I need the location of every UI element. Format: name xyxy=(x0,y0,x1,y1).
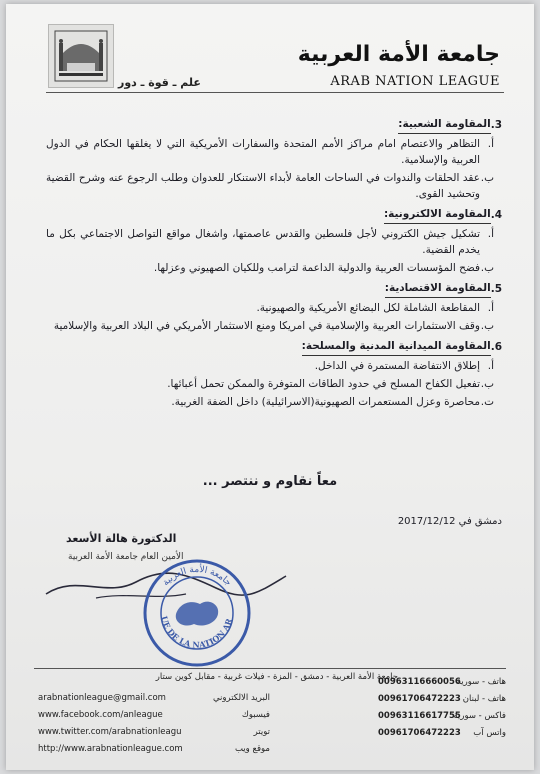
section xyxy=(46,280,502,334)
section-heading: المقاومة الالكترونية: xyxy=(384,206,491,224)
section-title xyxy=(46,206,502,224)
section xyxy=(46,206,502,276)
web-contact-labels xyxy=(204,690,270,758)
item-marker: ب. xyxy=(480,320,494,332)
item-text: إطلاق الانتفاضة المستمرة في الداخل. xyxy=(314,360,480,372)
item-marker: أ. xyxy=(487,228,494,240)
list-item xyxy=(46,136,502,168)
logo-icon xyxy=(49,25,113,87)
email-link[interactable]: arabnationleague@gmail.com xyxy=(38,693,166,703)
phone-number: 00963116660056 xyxy=(378,677,461,687)
facebook-link[interactable]: www.facebook.com/anleague xyxy=(38,710,163,720)
item-marker: ب. xyxy=(480,172,494,184)
section-number: 4. xyxy=(490,209,502,221)
twitter-link[interactable]: www.twitter.com/arabnationleagu xyxy=(38,727,182,737)
section-heading: المقاومة الاقتصادية: xyxy=(385,280,491,298)
phone-labels xyxy=(450,674,506,742)
section xyxy=(46,338,502,410)
item-marker: ب. xyxy=(480,378,494,390)
phone-number: 00963116617755 xyxy=(378,711,461,721)
list-item xyxy=(46,358,502,374)
org-name-english: ARAB NATION LEAGUE xyxy=(330,74,500,89)
signatory-title: الأمين العام جامعة الأمة العربية xyxy=(68,552,184,562)
list-item xyxy=(46,260,502,276)
item-marker: أ. xyxy=(487,360,494,372)
item-text: التظاهر والاعتصام امام مراكز الأمم المتحدة والسفارات الأمريكية التي لا يغلقها الحكام في الدول العربية والإسلامية. xyxy=(46,138,480,166)
section-heading: المقاومة الميدانية المدنية والمسلحة: xyxy=(302,338,491,356)
svg-text:LIGUE DE LA NATION ARABE: UE DE LA NATION AR xyxy=(159,614,235,650)
item-text: تفعيل الكفاح المسلح في حدود الطاقات المتوفرة والممكن تحمل أعبائها. xyxy=(167,378,480,390)
phone-number: 00961706472223 xyxy=(378,728,461,738)
twitter-label: تويتر xyxy=(253,727,270,737)
phone-numbers xyxy=(378,674,461,742)
mosque-with-map-logo xyxy=(48,24,114,88)
letter-body xyxy=(46,112,502,412)
header-divider xyxy=(46,92,504,93)
section xyxy=(46,116,502,202)
item-marker: أ. xyxy=(487,302,494,314)
letter-page xyxy=(6,4,534,770)
item-text: عقد الحلقات والندوات في الساحات العامة لأبداء الاستنكار للعدوان وطلب الرجوع عنه وشرح القضية وتحشيد القوى. xyxy=(46,172,480,200)
signatory-name: الدكتورة هالة الأسعد xyxy=(66,532,177,545)
section-number: 3. xyxy=(490,119,502,131)
list-item xyxy=(46,318,502,334)
svg-text:جامعة الأمة العربية: جامعة الأمة العربية xyxy=(160,564,233,589)
item-marker: أ. xyxy=(487,138,494,150)
phone-label: هاتف - لبنان xyxy=(462,694,506,704)
section-number: 5. xyxy=(490,283,502,295)
facebook-label: فيسبوك xyxy=(241,710,270,720)
item-text: وقف الاستثمارات العربية والإسلامية في امريكا ومنع الاستثمار الأمريكي في البلاد العربية والإسلامية xyxy=(53,320,480,332)
section-title xyxy=(46,280,502,298)
org-name-arabic: جامعة الأمة العربية xyxy=(297,42,500,67)
item-marker: ت. xyxy=(480,396,494,408)
official-stamp xyxy=(142,558,252,668)
item-text: فضح المؤسسات العربية والدولية الداعمة لترامب وللكيان الصهيوني وعزلها. xyxy=(153,262,480,274)
website-link[interactable]: http://www.arabnationleague.com xyxy=(38,744,183,754)
motto: علم ـ قوة ـ دور xyxy=(118,76,201,89)
list-item xyxy=(46,376,502,392)
footer-address: جامعة الأمة العربية - دمشق - المزة - فيلات غربية - مقابل كوين ستار xyxy=(155,672,398,682)
item-text: تشكيل جيش الكتروني لأجل فلسطين والقدس عاصمتها، واشغال مواقع التواصل الاجتماعي بكل ما يخدم القضية. xyxy=(46,228,480,256)
phone-label: واتس آب xyxy=(473,728,506,738)
list-item xyxy=(46,300,502,316)
section-number: 6. xyxy=(490,341,502,353)
phone-number: 00961706472223 xyxy=(378,694,461,704)
section-heading: المقاومة الشعبية: xyxy=(398,116,490,134)
list-item xyxy=(46,226,502,258)
item-marker: ب. xyxy=(480,262,494,274)
phone-label: فاكس - سورية xyxy=(453,711,506,721)
email-label: البريد الالكتروني xyxy=(212,693,270,703)
stamp-seal-icon xyxy=(142,558,252,668)
item-text: المقاطعة الشاملة لكل البضائع الأمريكية والصهيونية. xyxy=(256,302,480,314)
item-text: محاصرة وعزل المستعمرات الصهيونية(الاسرائيلية) داخل الضفة الغربية. xyxy=(171,396,480,408)
web-contacts xyxy=(38,690,183,758)
letter-date: دمشق في 2017/12/12 xyxy=(397,516,502,527)
footer-divider xyxy=(34,668,506,669)
phone-label: هاتف - سورية xyxy=(456,677,506,687)
list-item xyxy=(46,394,502,410)
list-item xyxy=(46,170,502,202)
slogan: معاً نقاوم و ننتصر ... xyxy=(202,474,338,489)
section-title xyxy=(46,338,502,356)
website-label: موقع ويب xyxy=(234,744,270,754)
section-title xyxy=(46,116,502,134)
